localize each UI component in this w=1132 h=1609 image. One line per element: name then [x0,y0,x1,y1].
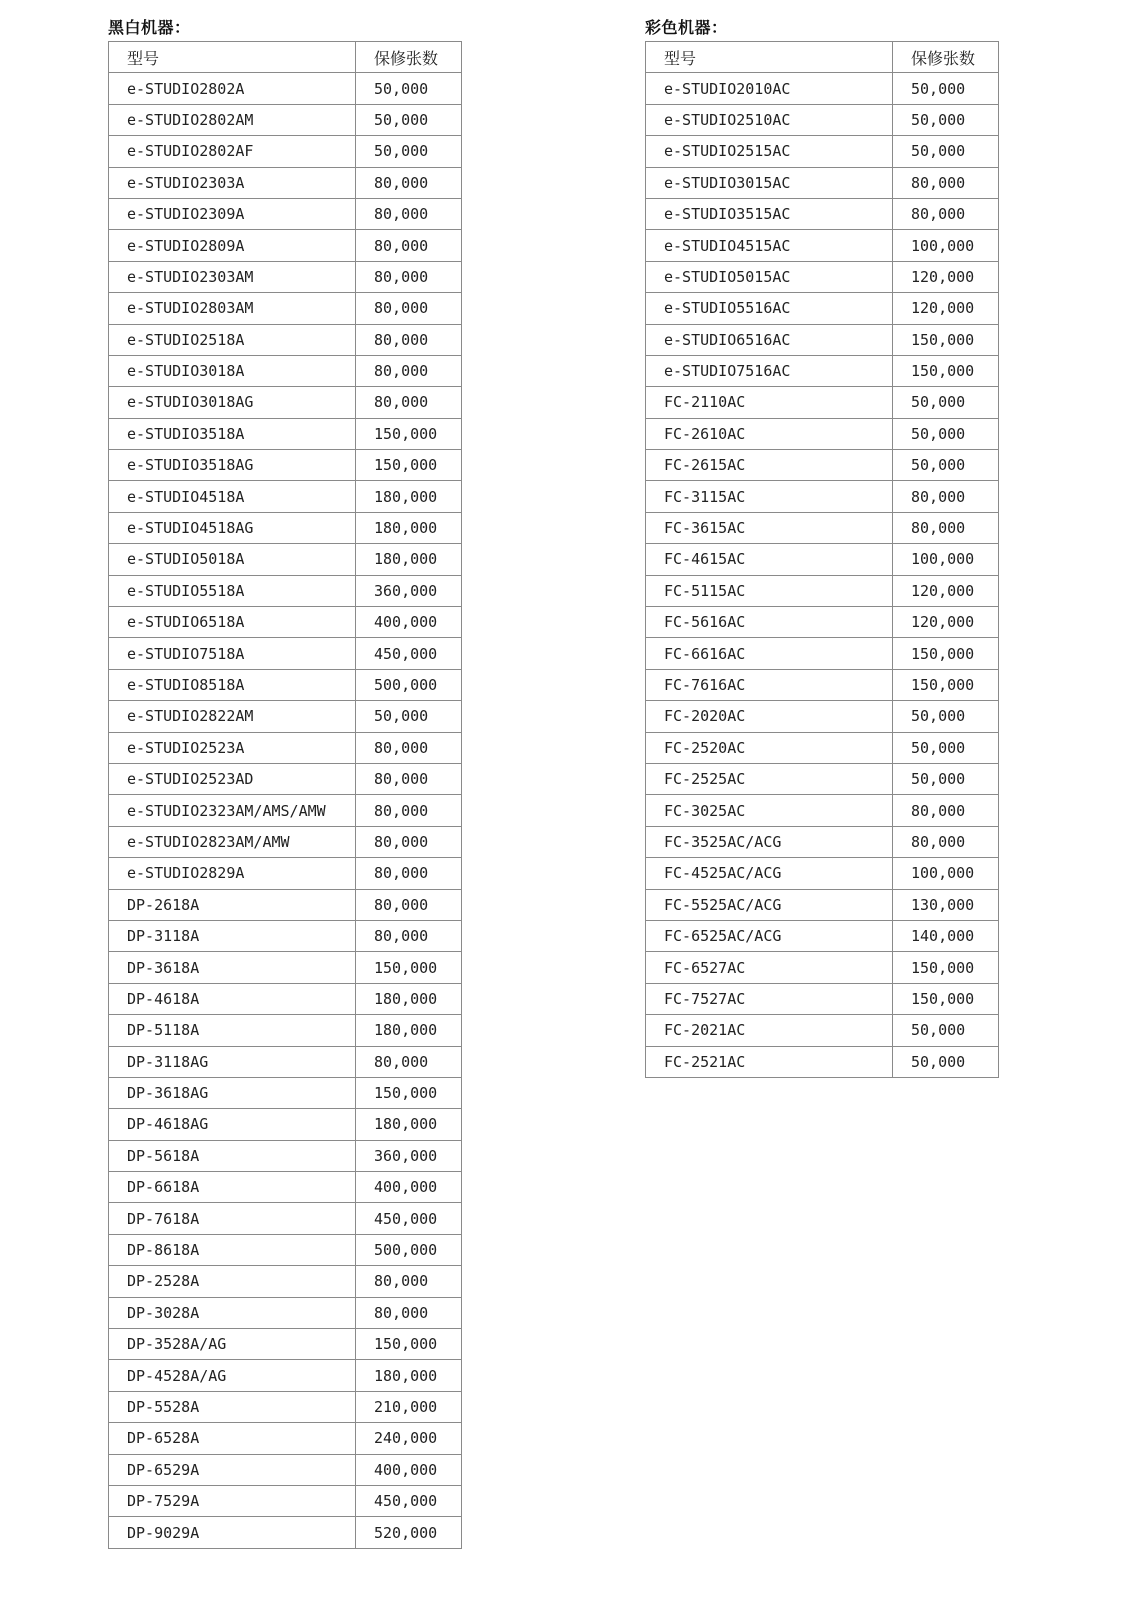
count-cell: 130,000 [893,889,999,920]
count-cell: 240,000 [356,1423,462,1454]
table-row [109,1172,462,1203]
count-cell: 80,000 [356,1266,462,1297]
table-row [109,983,462,1014]
model-cell: FC-2525AC [646,763,893,794]
model-cell: DP-3118A [109,920,356,951]
model-cell: FC-4525AC/ACG [646,858,893,889]
count-cell: 150,000 [893,355,999,386]
count-cell: 210,000 [356,1391,462,1422]
count-cell: 150,000 [356,952,462,983]
bw-section-title: 黑白机器： [108,18,191,37]
count-cell: 180,000 [356,512,462,543]
table-row [109,1485,462,1516]
table-row [109,1046,462,1077]
count-cell: 520,000 [356,1517,462,1548]
table-row [109,575,462,606]
model-cell: e-STUDIO3518A [109,418,356,449]
model-cell: DP-3028A [109,1297,356,1328]
table-row [646,638,999,669]
count-cell: 80,000 [356,858,462,889]
count-cell: 50,000 [893,418,999,449]
count-cell: 150,000 [356,1077,462,1108]
model-cell: e-STUDIO2309A [109,198,356,229]
count-cell: 100,000 [893,544,999,575]
model-cell: FC-2021AC [646,1015,893,1046]
table-row [646,826,999,857]
table-row [646,952,999,983]
model-cell: FC-2110AC [646,387,893,418]
table-row [646,889,999,920]
model-cell: DP-6618A [109,1172,356,1203]
model-cell: e-STUDIO2802AF [109,136,356,167]
model-cell: e-STUDIO7518A [109,638,356,669]
count-cell: 180,000 [356,481,462,512]
count-cell: 360,000 [356,575,462,606]
count-cell: 50,000 [893,701,999,732]
model-cell: e-STUDIO8518A [109,669,356,700]
table-row [646,701,999,732]
count-cell: 80,000 [356,230,462,261]
table-row [646,920,999,951]
table-row [109,104,462,135]
table-row [109,889,462,920]
table-row [109,387,462,418]
model-cell: e-STUDIO5518A [109,575,356,606]
model-cell: DP-6529A [109,1454,356,1485]
model-cell: e-STUDIO2802AM [109,104,356,135]
count-cell: 80,000 [893,795,999,826]
count-cell: 150,000 [893,952,999,983]
table-row [646,575,999,606]
count-cell: 80,000 [356,355,462,386]
count-cell: 400,000 [356,607,462,638]
count-cell: 50,000 [893,732,999,763]
table-row [646,230,999,261]
count-cell: 50,000 [893,1046,999,1077]
table-row [109,638,462,669]
model-cell: e-STUDIO4518AG [109,512,356,543]
count-cell: 50,000 [356,73,462,104]
model-cell: DP-3118AG [109,1046,356,1077]
model-cell: DP-5618A [109,1140,356,1171]
count-cell: 80,000 [356,293,462,324]
count-cell: 180,000 [356,1109,462,1140]
model-cell: e-STUDIO2515AC [646,136,893,167]
table-row [109,795,462,826]
model-cell: DP-7529A [109,1485,356,1516]
table-row [109,230,462,261]
table-row [109,136,462,167]
table-row [646,293,999,324]
table-row [109,669,462,700]
table-row [646,858,999,889]
model-cell: FC-2615AC [646,450,893,481]
table-row [646,104,999,135]
model-cell: FC-5525AC/ACG [646,889,893,920]
table-row [109,544,462,575]
table-row [646,261,999,292]
count-cell: 450,000 [356,638,462,669]
table-row [646,512,999,543]
model-cell: e-STUDIO2803AM [109,293,356,324]
model-cell: e-STUDIO6516AC [646,324,893,355]
model-cell: e-STUDIO2829A [109,858,356,889]
model-cell: DP-4528A/AG [109,1360,356,1391]
model-cell: e-STUDIO2809A [109,230,356,261]
model-cell: e-STUDIO2523A [109,732,356,763]
model-cell: e-STUDIO3515AC [646,198,893,229]
model-cell: FC-3615AC [646,512,893,543]
model-cell: DP-6528A [109,1423,356,1454]
model-cell: FC-2610AC [646,418,893,449]
model-cell: e-STUDIO5516AC [646,293,893,324]
table-row [109,1140,462,1171]
table-row [109,1077,462,1108]
table-row [109,512,462,543]
table-row [109,198,462,229]
count-cell: 140,000 [893,920,999,951]
count-cell: 50,000 [356,136,462,167]
table-row [646,355,999,386]
count-cell: 80,000 [356,324,462,355]
count-cell: 120,000 [893,575,999,606]
count-cell: 150,000 [356,1329,462,1360]
model-cell: FC-7616AC [646,669,893,700]
count-cell: 400,000 [356,1454,462,1485]
model-cell: DP-8618A [109,1234,356,1265]
table-row [109,450,462,481]
model-cell: DP-2618A [109,889,356,920]
count-cell: 80,000 [356,1046,462,1077]
model-cell: FC-3025AC [646,795,893,826]
table-row [109,1454,462,1485]
table-row [646,983,999,1014]
table-row [109,1360,462,1391]
table-row [646,732,999,763]
count-cell: 450,000 [356,1203,462,1234]
count-cell: 80,000 [356,889,462,920]
table-row [109,261,462,292]
model-cell: FC-4615AC [646,544,893,575]
count-cell: 100,000 [893,230,999,261]
model-cell: DP-3618AG [109,1077,356,1108]
table-row [109,1015,462,1046]
model-cell: e-STUDIO3518AG [109,450,356,481]
color-table [645,41,999,1078]
count-cell: 80,000 [893,481,999,512]
count-cell: 50,000 [893,1015,999,1046]
count-cell: 50,000 [893,73,999,104]
count-cell: 180,000 [356,1360,462,1391]
count-cell: 50,000 [893,763,999,794]
model-cell: FC-3525AC/ACG [646,826,893,857]
table-row [109,920,462,951]
model-cell: FC-6527AC [646,952,893,983]
table-row [646,481,999,512]
count-cell: 80,000 [356,261,462,292]
bw-section [108,14,462,1549]
table-row [646,544,999,575]
count-cell: 80,000 [356,387,462,418]
count-cell: 50,000 [893,450,999,481]
count-cell: 150,000 [893,983,999,1014]
model-cell: DP-9029A [109,1517,356,1548]
model-cell: FC-2520AC [646,732,893,763]
model-cell: e-STUDIO2822AM [109,701,356,732]
table-row [646,324,999,355]
table-row [646,795,999,826]
count-cell: 150,000 [893,669,999,700]
count-cell: 400,000 [356,1172,462,1203]
model-cell: e-STUDIO2802A [109,73,356,104]
count-cell: 80,000 [356,795,462,826]
model-cell: DP-4618AG [109,1109,356,1140]
model-cell: FC-3115AC [646,481,893,512]
count-cell: 80,000 [356,1297,462,1328]
table-row [109,418,462,449]
table-row [109,763,462,794]
count-cell: 120,000 [893,607,999,638]
table-row [109,73,462,104]
table-row [109,1234,462,1265]
table-row [646,450,999,481]
table-row [109,1329,462,1360]
model-cell: e-STUDIO4515AC [646,230,893,261]
table-row [646,763,999,794]
model-cell: e-STUDIO5018A [109,544,356,575]
model-cell: DP-3528A/AG [109,1329,356,1360]
table-row [109,293,462,324]
table-row [109,1203,462,1234]
model-cell: DP-5528A [109,1391,356,1422]
count-cell: 180,000 [356,1015,462,1046]
model-cell: e-STUDIO3018AG [109,387,356,418]
model-cell: e-STUDIO2510AC [646,104,893,135]
count-column-header: 保修张数 [356,42,462,73]
count-cell: 180,000 [356,983,462,1014]
color-section [645,14,999,1078]
model-cell: FC-7527AC [646,983,893,1014]
table-row [109,324,462,355]
count-cell: 80,000 [356,826,462,857]
model-cell: DP-4618A [109,983,356,1014]
table-row [646,167,999,198]
count-cell: 80,000 [893,512,999,543]
count-cell: 80,000 [893,198,999,229]
count-cell: 500,000 [356,669,462,700]
table-row [109,1391,462,1422]
table-row [109,607,462,638]
model-cell: FC-5616AC [646,607,893,638]
table-row [646,136,999,167]
count-cell: 150,000 [893,638,999,669]
table-row [109,1266,462,1297]
count-cell: 50,000 [893,104,999,135]
table-row [646,418,999,449]
table-row [109,355,462,386]
count-cell: 450,000 [356,1485,462,1516]
model-cell: e-STUDIO2518A [109,324,356,355]
table-row [646,1046,999,1077]
table-row [109,826,462,857]
model-cell: FC-6525AC/ACG [646,920,893,951]
count-cell: 50,000 [893,136,999,167]
count-cell: 500,000 [356,1234,462,1265]
table-row [109,1109,462,1140]
count-cell: 80,000 [893,826,999,857]
model-cell: e-STUDIO2323AM/AMS/AMW [109,795,356,826]
table-row [109,167,462,198]
count-cell: 80,000 [356,732,462,763]
table-row [646,387,999,418]
table-row [646,198,999,229]
model-column-header: 型号 [109,42,356,73]
count-cell: 80,000 [356,198,462,229]
model-cell: DP-3618A [109,952,356,983]
table-row [646,607,999,638]
count-cell: 120,000 [893,261,999,292]
model-cell: FC-6616AC [646,638,893,669]
count-cell: 80,000 [356,167,462,198]
model-cell: e-STUDIO2303A [109,167,356,198]
color-section-title: 彩色机器： [645,18,728,37]
table-row [646,1015,999,1046]
model-cell: e-STUDIO2523AD [109,763,356,794]
count-cell: 80,000 [893,167,999,198]
model-cell: FC-2521AC [646,1046,893,1077]
table-row [109,1517,462,1548]
count-cell: 120,000 [893,293,999,324]
model-cell: DP-2528A [109,1266,356,1297]
table-row [109,952,462,983]
count-cell: 100,000 [893,858,999,889]
count-cell: 50,000 [356,701,462,732]
count-column-header: 保修张数 [893,42,999,73]
color-table-body [646,73,999,1078]
model-cell: DP-5118A [109,1015,356,1046]
table-row [109,701,462,732]
count-cell: 150,000 [893,324,999,355]
model-cell: e-STUDIO2303AM [109,261,356,292]
model-cell: e-STUDIO7516AC [646,355,893,386]
table-row [109,481,462,512]
model-cell: FC-5115AC [646,575,893,606]
table-row [109,732,462,763]
table-header-row [646,42,999,73]
count-cell: 50,000 [356,104,462,135]
model-cell: e-STUDIO2823AM/AMW [109,826,356,857]
table-header-row [109,42,462,73]
model-cell: e-STUDIO6518A [109,607,356,638]
count-cell: 80,000 [356,763,462,794]
bw-table [108,41,462,1549]
model-column-header: 型号 [646,42,893,73]
table-row [109,1423,462,1454]
model-cell: e-STUDIO4518A [109,481,356,512]
model-cell: FC-2020AC [646,701,893,732]
count-cell: 50,000 [893,387,999,418]
table-row [109,858,462,889]
count-cell: 80,000 [356,920,462,951]
count-cell: 360,000 [356,1140,462,1171]
count-cell: 180,000 [356,544,462,575]
count-cell: 150,000 [356,418,462,449]
table-row [109,1297,462,1328]
model-cell: DP-7618A [109,1203,356,1234]
table-row [646,73,999,104]
bw-table-body [109,73,462,1548]
table-row [646,669,999,700]
count-cell: 150,000 [356,450,462,481]
model-cell: e-STUDIO3015AC [646,167,893,198]
model-cell: e-STUDIO3018A [109,355,356,386]
model-cell: e-STUDIO2010AC [646,73,893,104]
model-cell: e-STUDIO5015AC [646,261,893,292]
